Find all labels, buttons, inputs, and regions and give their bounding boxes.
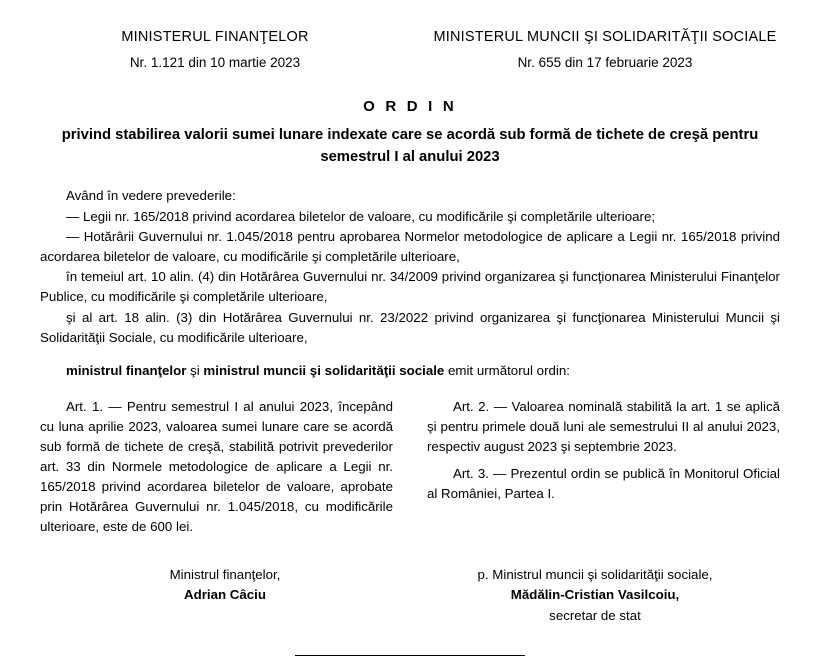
- ministry-right: [410, 28, 790, 72]
- article-paragraph: Art. 3. — Prezentul ordin se publică în Monitorul Oficial al României, Partea I.: [427, 466, 780, 501]
- articles-column-right: [427, 397, 780, 537]
- ministry-left-number: Nr. 1.121 din 10 martie 2023: [129, 55, 301, 71]
- horizontal-divider: [295, 655, 525, 656]
- ministry-right-number: Nr. 655 din 17 februarie 2023: [517, 55, 693, 71]
- issuers-conjunction: şi: [186, 363, 204, 378]
- signature-right-name: Mădălin-Cristian Vasilcoiu,: [510, 587, 680, 603]
- ministry-left-name: MINISTERUL FINANŢELOR: [121, 29, 309, 45]
- ministry-left: [30, 28, 410, 72]
- bottom-rule-wrapper: [22, 655, 798, 656]
- preamble-bullet: — Hotărârii Guvernului nr. 1.045/2018 pentru aprobarea Normelor metodologice de aplicare a Legii nr. 165/2018 privind acordarea biletelor de valoare, cu modificările şi completările ulterioare,: [40, 228, 780, 264]
- legal-basis: în temeiul art. 10 alin. (4) din Hotărârea Guvernului nr. 34/2009 privind organizarea şi funcţionarea Ministerului Finanţelor Publice, cu modificările şi completările ulterioare,: [40, 269, 780, 305]
- signature-left-role: Ministrul finanţelor,: [169, 566, 281, 582]
- signature-left-name: Adrian Câciu: [183, 587, 266, 603]
- signature-left: [40, 565, 410, 627]
- preamble-bullet: — Legii nr. 165/2018 privind acordarea biletelor de valoare, cu modificările şi completările ulterioare;: [66, 208, 656, 224]
- articles-columns: [22, 397, 798, 537]
- signatures: [22, 565, 798, 627]
- issuers-line: [40, 361, 780, 381]
- issuer-finance: ministrul finanţelor: [66, 363, 187, 378]
- document-kind: O R D I N: [363, 98, 457, 115]
- preamble-intro: Având în vedere prevederile:: [66, 188, 236, 204]
- title-block: [22, 98, 798, 168]
- issuers-tail: emit următorul ordin:: [444, 363, 570, 378]
- article-paragraph: Art. 2. — Valoarea nominală stabilită la art. 1 se aplică şi pentru primele două luni ale semestrului II al anului 2023, respectiv august 2023 şi septembrie 2023.: [427, 399, 780, 455]
- signature-right-role: p. Ministrul muncii şi solidarităţii sociale,: [477, 566, 713, 582]
- preamble: [22, 186, 798, 381]
- ministries-header: [22, 28, 798, 72]
- articles-column-left: [40, 397, 393, 537]
- article-paragraph: Art. 1. — Pentru semestrul I al anului 2023, începând cu luna aprilie 2023, valoarea sumei lunare care se acordă sub formă de tichete de creşă, stabilită potrivit prevederilor art. 33 din Normele metodologice de aplicare a Legii nr. 165/2018 privind acordarea biletelor de valoare, aprobate prin Hotărârea Guvernului nr. 1.045/2018, cu modificările ulterioare, este de 600 lei.: [40, 399, 393, 534]
- issuer-labour: ministrul muncii şi solidarităţii sociale: [203, 363, 445, 378]
- signature-right: [410, 565, 780, 627]
- signature-right-extra: secretar de stat: [549, 607, 641, 623]
- document-subject: privind stabilirea valorii sumei lunare indexate care se acordă sub formă de tichete de creşă pentru semestrul I al anului 2023: [61, 127, 759, 166]
- legal-basis: şi al art. 18 alin. (3) din Hotărârea Guvernului nr. 23/2022 privind organizarea şi funcţionarea Ministerului Muncii şi Solidarităţii Sociale, cu modificările ulterioare,: [40, 309, 780, 345]
- ministry-right-name: MINISTERUL MUNCII ŞI SOLIDARITĂŢII SOCIALE: [433, 29, 777, 45]
